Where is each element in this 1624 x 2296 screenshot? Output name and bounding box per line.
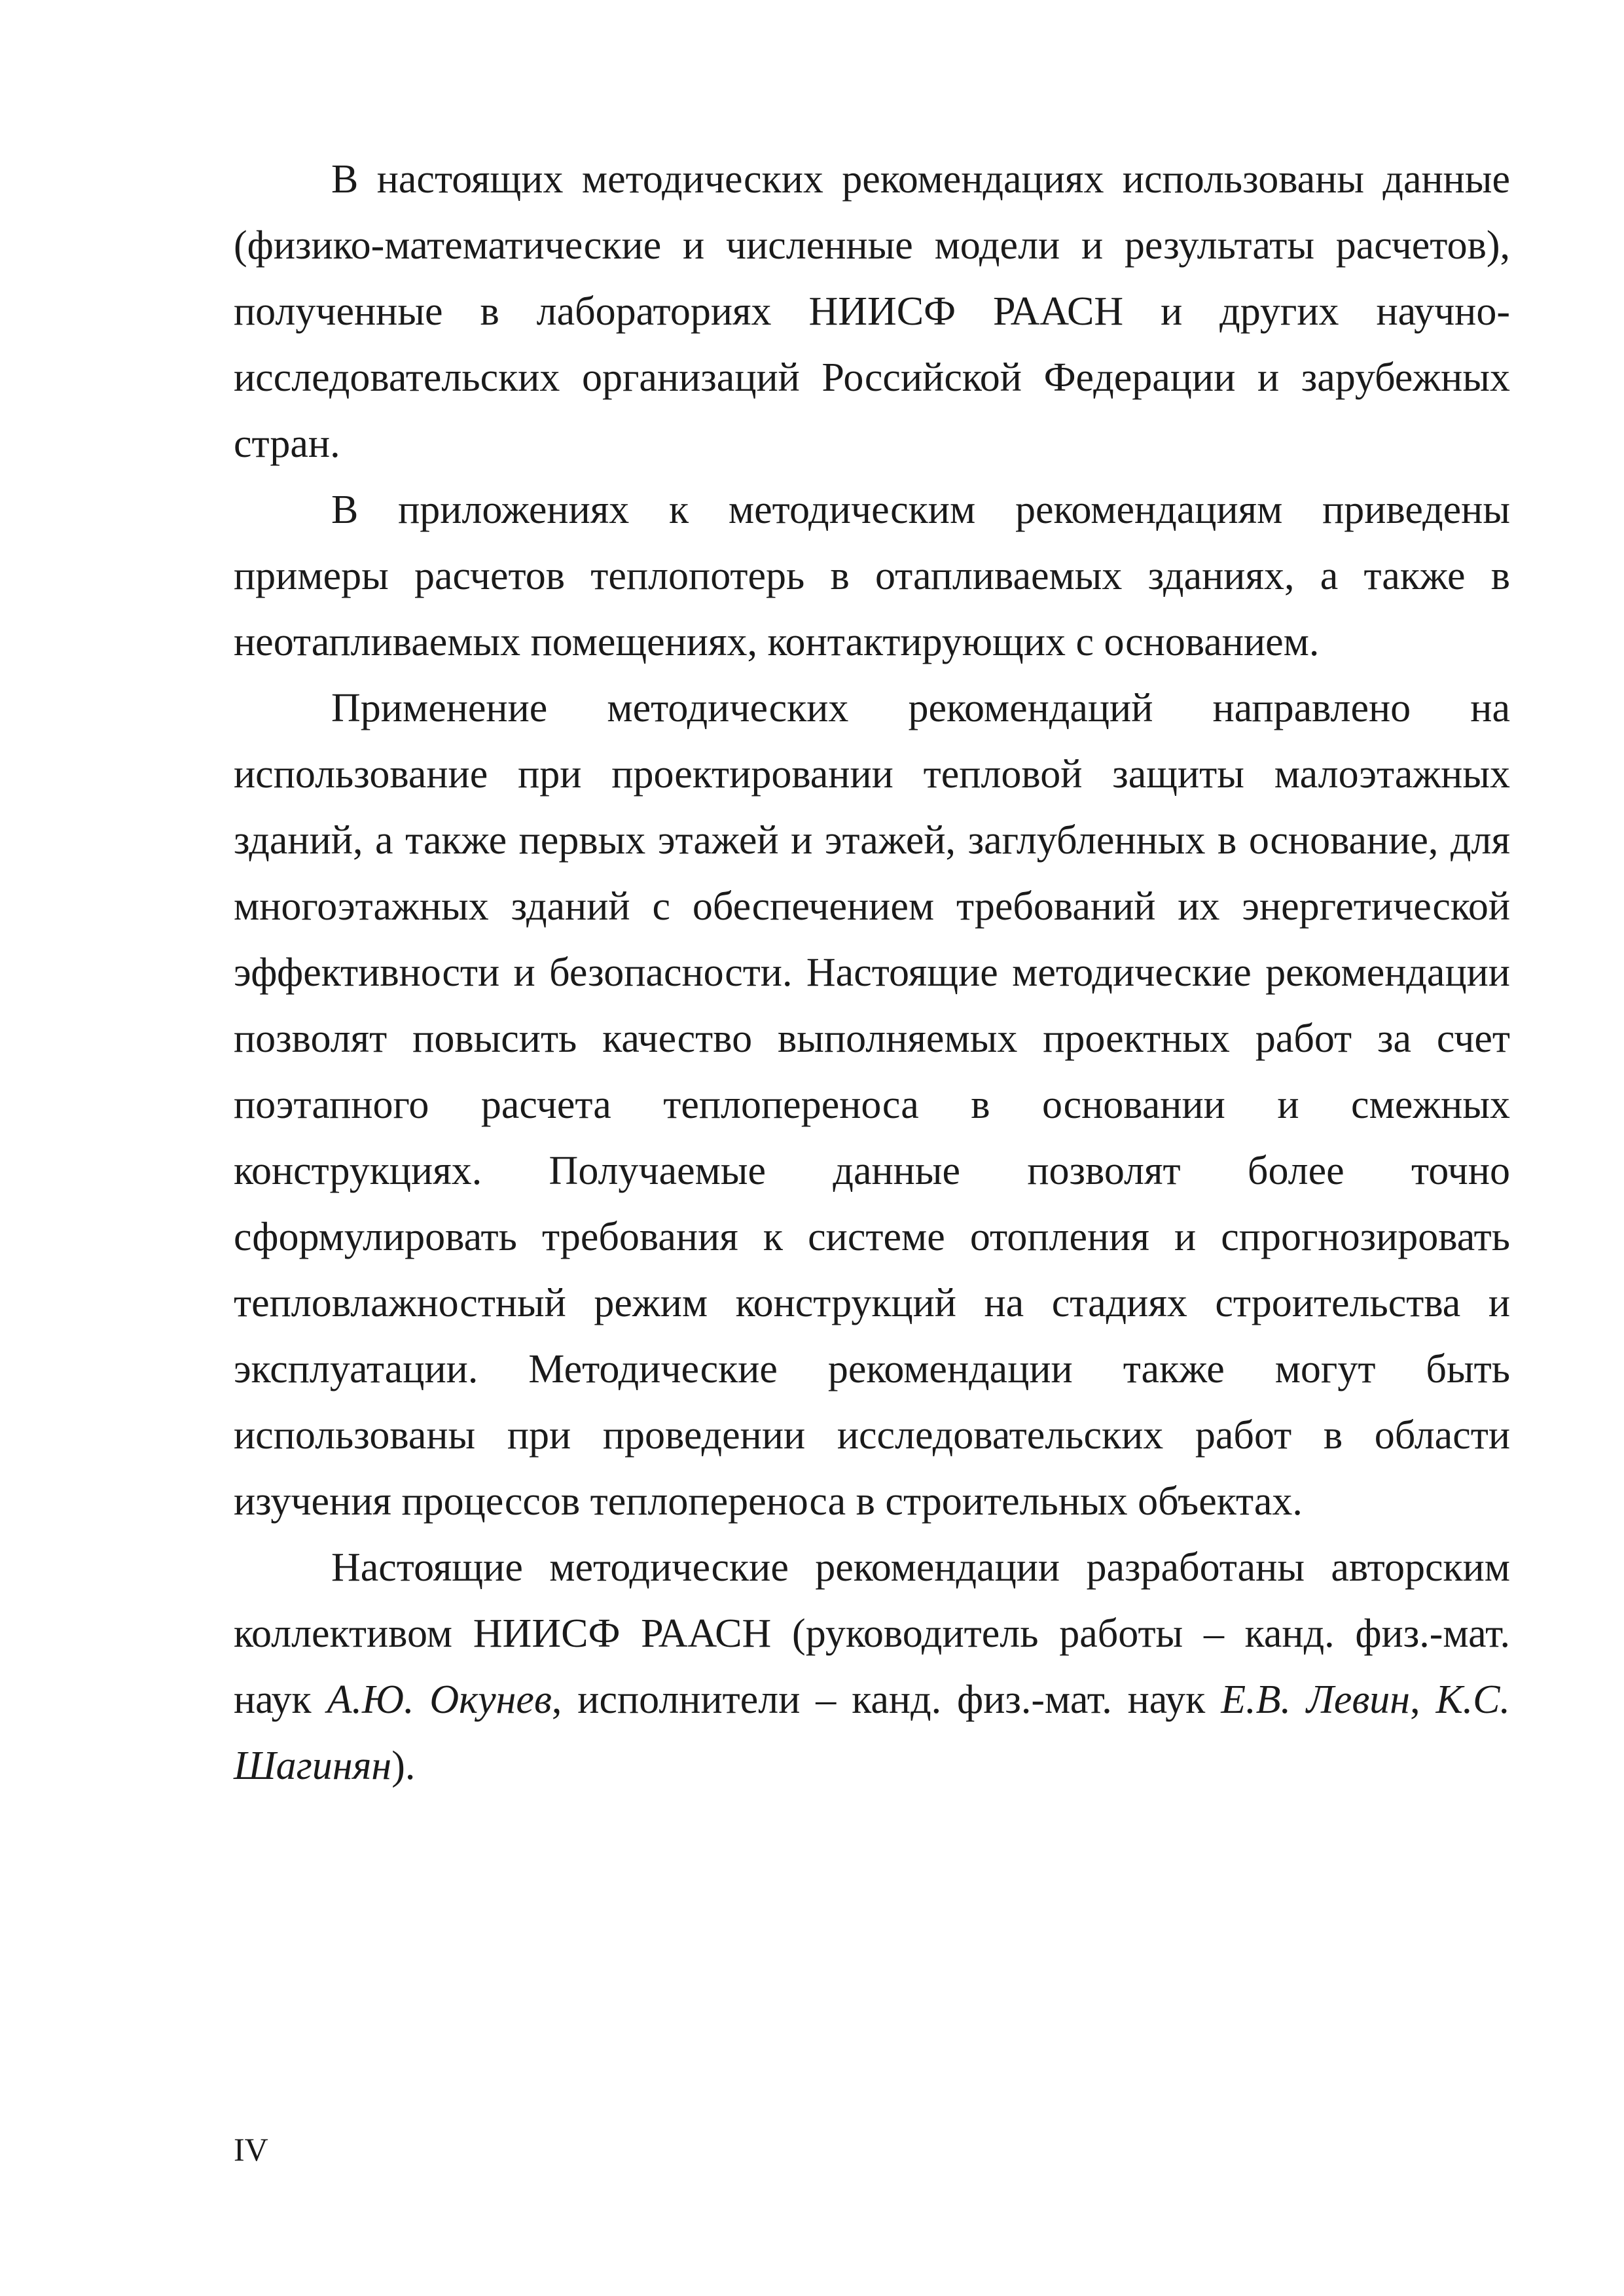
authors-separator: , [1410,1677,1436,1722]
authors-intro: Настоящие методические рекомендации разработаны авторским коллективом НИИСФ РААСН (руководитель работы – канд. физ.-мат. наук [234,1545,1510,1722]
paragraph-appendices: В приложениях к методическим рекомендациям приведены примеры расчетов теплопотерь в отапливаемых зданиях, а также в неотапливаемых помещениях, контактирующих с основанием. [234,488,1510,664]
paragraph-application: Применение методических рекомендаций направлено на использование при проектировании тепловой защиты малоэтажных зданий, а также первых этажей и этажей, заглубленных в основание, для многоэтажных зданий с обеспечением требований их энергетической эффективности и безопасности. Настоящие методические рекомендации позволят повысить качество выполняемых проектных работ за счет поэтапного расчета теплопереноса в основании и смежных конструкциях. Получаемые данные позволят более точно сформулировать требования к системе отопления и спрогнозировать тепловлажностный режим конструкций на стадиях строительства и эксплуатации. Методические рекомендации также могут быть использованы при проведении исследовательских работ в области изучения процессов теплопереноса в строительных объектах. [234,686,1510,1524]
paragraph-authors [234,1535,1510,1799]
page-body [234,147,1510,1799]
author-executor-2: К.С. Шагинян [234,1677,1511,1788]
author-executor-1: Е.В. Левин [1221,1677,1411,1722]
paragraph-data-sources: В настоящих методических рекомендациях использованы данные (физико-математические и численные модели и результаты расчетов), полученные в лабораториях НИИСФ РААСН и других научно-исследовательских организаций Российской Федерации и зарубежных стран. [234,157,1510,466]
author-leader: А.Ю. Окунев [327,1677,552,1722]
authors-end: ). [391,1744,416,1788]
authors-middle: , исполнители – канд. физ.-мат. наук [551,1677,1221,1722]
page-number: IV [234,2131,268,2168]
